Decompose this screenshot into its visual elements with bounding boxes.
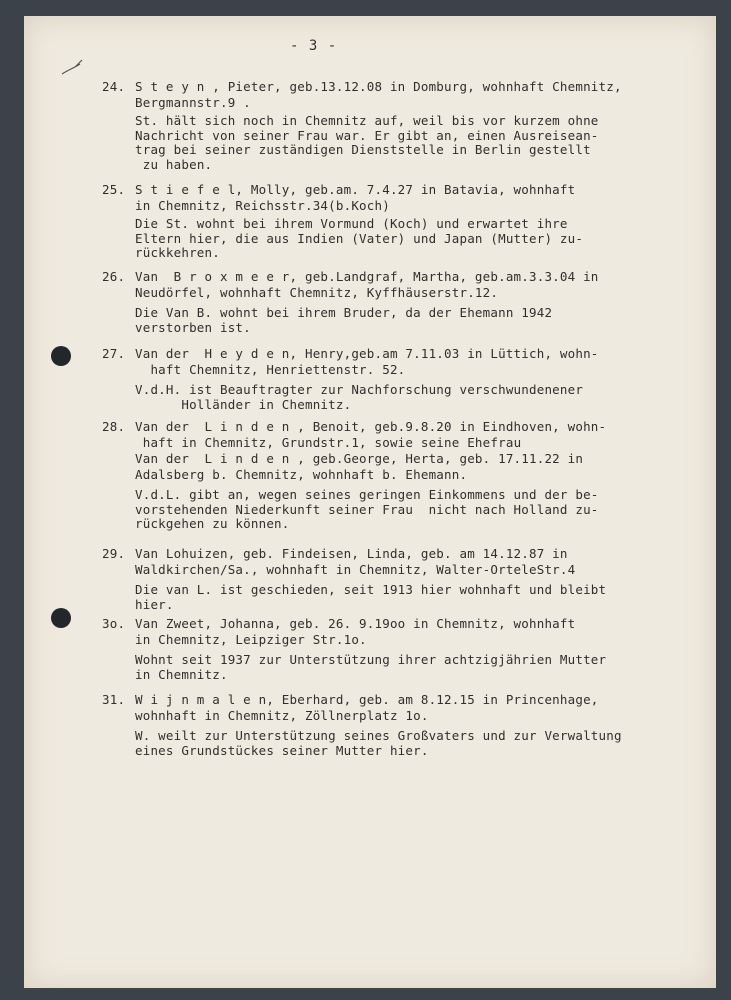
entry-note: V.d.L. gibt an, wegen seines geringen Einkommens und der be- vorstehenden Niederkunft seiner Frau nicht nach Holland zu- rückgehen zu können.: [135, 487, 599, 531]
entry-number: 28.: [102, 419, 126, 434]
entry-26: [102, 269, 682, 335]
entry-number: 31.: [102, 692, 126, 707]
entry-heading: S t i e f e l, Molly, geb.am. 7.4.27 in Batavia, wohnhaft in Chemnitz, Reichsstr.34(b.Koch): [135, 182, 576, 213]
entry-number: 29.: [102, 546, 126, 561]
entry-number: 25.: [102, 182, 126, 197]
entry-heading: Van der H e y d e n, Henry,geb.am 7.11.03 in Lüttich, wohn- haft Chemnitz, Henriettenstr. 52.: [135, 346, 599, 377]
entry-28: [102, 419, 682, 532]
entry-25: [102, 182, 682, 261]
entry-heading: W i j n m a l e n, Eberhard, geb. am 8.12.15 in Princenhage, wohnhaft in Chemnitz, Zöllnerplatz 1o.: [135, 692, 599, 723]
entry-note: Die van L. ist geschieden, seit 1913 hier wohnhaft und bleibt hier.: [135, 582, 607, 612]
entry-number: 27.: [102, 346, 126, 361]
entry-heading: Van der L i n d e n , Benoit, geb.9.8.20 in Eindhoven, wohn- haft in Chemnitz, Grundstr.1, sowie seine Ehefrau Van der L i n d e n , geb.George, Herta, geb. 17.11.22 in Adalsberg b. Chemnitz, wohnhaft b. Ehemann.: [135, 419, 607, 482]
entry-27: [102, 346, 682, 412]
page-number: - 3 -: [290, 38, 338, 54]
entry-number: 3o.: [102, 616, 126, 631]
punch-hole: [51, 346, 71, 366]
entry-heading: Van B r o x m e e r, geb.Landgraf, Martha, geb.am.3.3.04 in Neudörfel, wohnhaft Chemnitz, Kyffhäuserstr.12.: [135, 269, 599, 300]
entry-note: St. hält sich noch in Chemnitz auf, weil bis vor kurzem ohne Nachricht von seiner Frau war. Er gibt an, einen Ausreisean- trag bei seiner zuständigen Dienststelle in Berlin gestellt zu haben.: [135, 113, 599, 172]
punch-hole: [51, 608, 71, 628]
entry-number: 24.: [102, 79, 126, 94]
pencil-mark: [60, 56, 90, 76]
entry-number: 26.: [102, 269, 126, 284]
entry-note: Die Van B. wohnt bei ihrem Bruder, da der Ehemann 1942 verstorben ist.: [135, 305, 553, 335]
entry-heading: Van Zweet, Johanna, geb. 26. 9.19oo in Chemnitz, wohnhaft in Chemnitz, Leipziger Str.1o.: [135, 616, 576, 647]
document-page: [24, 16, 716, 988]
entry-29: [102, 546, 682, 612]
entry-note: Wohnt seit 1937 zur Unterstützung ihrer achtzigjährien Mutter in Chemnitz.: [135, 652, 607, 682]
entry-note: Die St. wohnt bei ihrem Vormund (Koch) und erwartet ihre Eltern hier, die aus Indien (Vater) und Japan (Mutter) zu- rückkehren.: [135, 216, 584, 260]
entry-heading: S t e y n , Pieter, geb.13.12.08 in Domburg, wohnhaft Chemnitz, Bergmannstr.9 .: [135, 79, 622, 110]
entry-24: [102, 79, 682, 172]
entry-31: [102, 692, 682, 758]
entry-heading: Van Lohuizen, geb. Findeisen, Linda, geb. am 14.12.87 in Waldkirchen/Sa., wohnhaft in Chemnitz, Walter-OrteleStr.4: [135, 546, 576, 577]
entry-30: [102, 616, 682, 682]
entry-note: V.d.H. ist Beauftragter zur Nachforschung verschwundenener Holländer in Chemnitz.: [135, 382, 584, 412]
entry-note: W. weilt zur Unterstützung seines Großvaters und zur Verwaltung eines Grundstückes seiner Mutter hier.: [135, 728, 622, 758]
